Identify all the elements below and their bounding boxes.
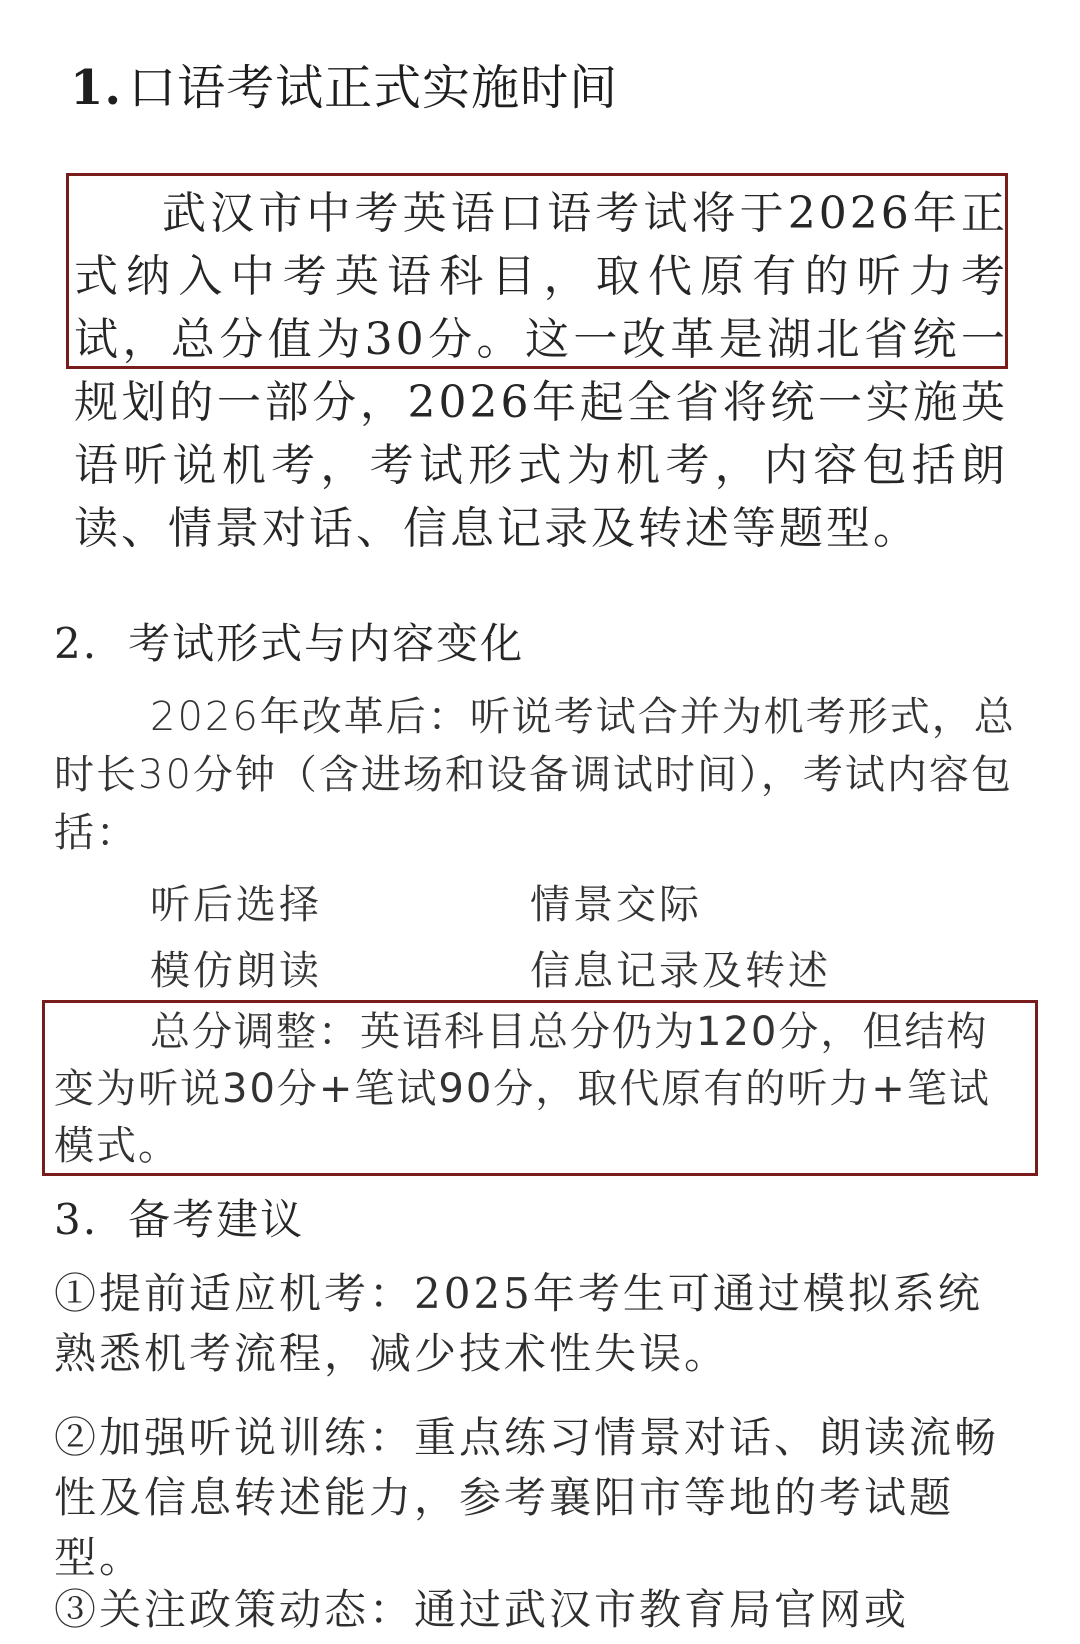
exam-content-item: 听后选择 — [150, 882, 322, 928]
exam-content-item: 模仿朗读 — [150, 948, 322, 994]
exam-content-item: 信息记录及转述 — [530, 948, 831, 994]
section-2-paragraph: 2026年改革后：听说考试合并为机考形式，总时长30分钟（含进场和设备调试时间），考试内容包括： — [54, 694, 1016, 856]
section-1-paragraph: 武汉市中考英语口语考试将于2026年正式纳入中考英语科目，取代原有的听力考试，总分值为30分。这一改革是湖北省统一规划的一部分，2026年起全省将统一实施英语听说机考，考试形式为机考，内容包括朗读、情景对话、信息记录及转述等题型。 — [74, 188, 1008, 554]
section-1-title: 口语考试正式实施时间 — [128, 60, 619, 116]
section-1-number: 1. — [70, 60, 123, 116]
exam-content-row — [150, 938, 910, 1004]
section-3-heading — [54, 1190, 304, 1250]
section-2-heading — [54, 614, 524, 674]
section-1-heading — [70, 56, 618, 120]
section-2-number: 2. — [54, 619, 99, 668]
section-2-title: 考试形式与内容变化 — [128, 619, 525, 668]
suggestion-item: ②加强听说训练：重点练习情景对话、朗读流畅性及信息转述能力，参考襄阳市等地的考试题型。 — [54, 1413, 1000, 1582]
section-3-title: 备考建议 — [128, 1195, 305, 1244]
suggestion-item: ③关注政策动态：通过武汉市教育局官网或 — [54, 1585, 910, 1634]
exam-content-item: 情景交际 — [530, 882, 702, 928]
suggestion-item: ①提前适应机考：2025年考生可通过模拟系统熟悉机考流程，减少技术性失误。 — [54, 1269, 983, 1378]
section-3-number: 3. — [54, 1195, 99, 1244]
exam-content-row — [150, 872, 910, 938]
exam-content-list — [150, 872, 910, 1004]
score-adjustment-paragraph: 总分调整：英语科目总分仍为120分，但结构变为听说30分+笔试90分，取代原有的听力+笔试模式。 — [54, 1009, 991, 1169]
